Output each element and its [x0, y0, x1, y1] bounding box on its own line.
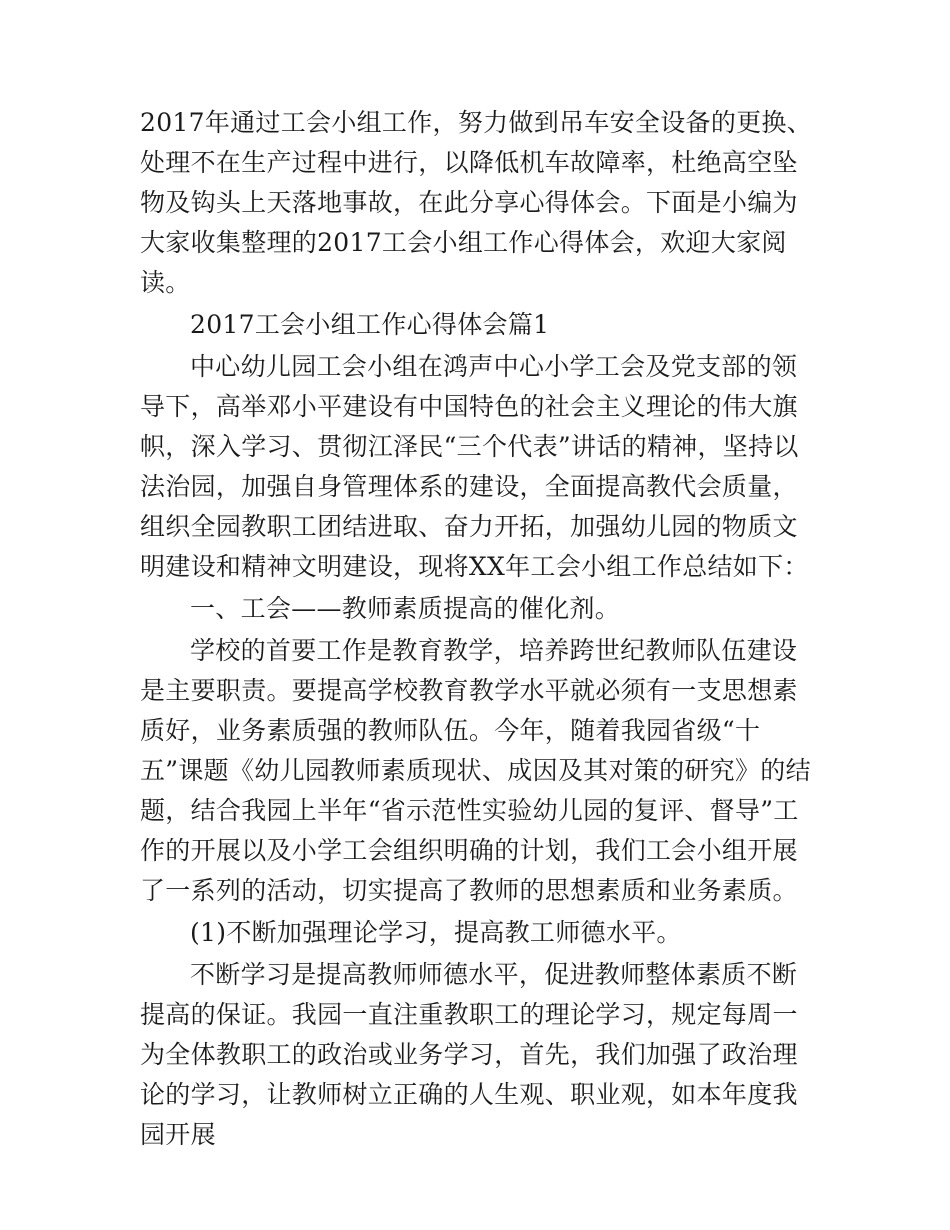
body-paragraph: 不断学习是提高教师师德水平，促进教师整体素质不断提高的保证。我园一直注重教职工的理论学习，规定每周一为全体教职工的政治或业务学习，首先，我们加强了政治理论的学习，让教师树立正确的人生观、职业观，如本年度我园开展	[140, 960, 798, 1149]
section-title: 2017工会小组工作心得体会篇1	[190, 310, 550, 339]
intro-paragraph: 2017年通过工会小组工作，努力做到吊车安全设备的更换、处理不在生产过程中进行，以降低机车故障率，杜绝高空坠物及钩头上天落地事故，在此分享心得体会。下面是小编为大家收集整理的2017工会小组工作心得体会，欢迎大家阅读。	[140, 108, 813, 297]
section-heading: 一、工会——教师素质提高的催化剂。	[190, 594, 621, 623]
body-paragraph: 中心幼儿园工会小组在鸿声中心小学工会及党支部的领导下，高举邓小平建设有中国特色的社会主义理论的伟大旗帜，深入学习、贯彻江泽民“三个代表”讲话的精神，坚持以法治园，加强自身管理体系的建设，全面提高教代会质量，组织全园教职工团结进取、奋力开拓，加强幼儿园的物质文明建设和精神文明建设，现将XX年工会小组工作总结如下：	[140, 352, 809, 581]
body-paragraph: 学校的首要工作是教育教学，培养跨世纪教师队伍建设是主要职责。要提高学校教育教学水平就必须有一支思想素质好，业务素质强的教师队伍。今年，随着我园省级“十五”课题《幼儿园教师素质现状、成因及其对策的研究》的结题，结合我园上半年“省示范性实验幼儿园的复评、督导”工作的开展以及小学工会组织明确的计划，我们工会小组开展了一系列的活动，切实提高了教师的思想素质和业务素质。	[140, 636, 811, 905]
document-body	[140, 103, 820, 1157]
subsection-heading: (1)不断加强理论学习，提高教工师德水平。	[190, 918, 682, 947]
